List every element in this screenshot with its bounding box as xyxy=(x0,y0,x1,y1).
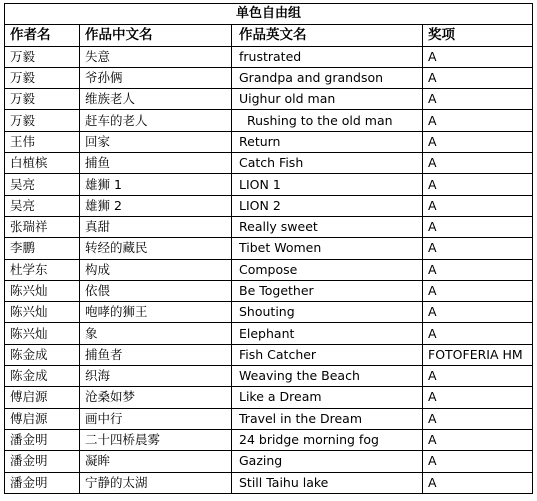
cell-chinese-title: 依偎 xyxy=(80,280,232,301)
cell-chinese-title: 宁静的太湖 xyxy=(80,472,232,493)
cell-chinese-title: 象 xyxy=(80,323,232,344)
cell-chinese-title: 雄狮 1 xyxy=(80,174,232,195)
cell-chinese-title: 雄狮 2 xyxy=(80,195,232,216)
table-row xyxy=(5,429,533,450)
cell-english-title: Compose xyxy=(232,259,423,280)
table-row xyxy=(5,387,533,408)
cell-author: 万毅 xyxy=(5,110,80,131)
cell-author: 陈兴灿 xyxy=(5,302,80,323)
cell-english-title: Travel in the Dream xyxy=(232,408,423,429)
cell-award: A xyxy=(423,451,533,472)
header-author: 作者名 xyxy=(5,25,80,46)
cell-chinese-title: 凝眸 xyxy=(80,451,232,472)
table-row xyxy=(5,131,533,152)
table-row xyxy=(5,451,533,472)
cell-award: A xyxy=(423,89,533,110)
cell-author: 陈金成 xyxy=(5,344,80,365)
cell-english-title: 24 bridge morning fog xyxy=(232,429,423,450)
cell-award: A xyxy=(423,110,533,131)
cell-chinese-title: 构成 xyxy=(80,259,232,280)
cell-english-title: Like a Dream xyxy=(232,387,423,408)
cell-english-title: Weaving the Beach xyxy=(232,366,423,387)
cell-chinese-title: 爷孙俩 xyxy=(80,67,232,88)
title-row xyxy=(5,4,533,25)
cell-english-title: frustrated xyxy=(232,46,423,67)
cell-chinese-title: 沧桑如梦 xyxy=(80,387,232,408)
cell-chinese-title: 咆哮的狮王 xyxy=(80,302,232,323)
table-row xyxy=(5,195,533,216)
cell-chinese-title: 回家 xyxy=(80,131,232,152)
cell-award: A xyxy=(423,67,533,88)
cell-english-title: Grandpa and grandson xyxy=(232,67,423,88)
cell-english-title: Be Together xyxy=(232,280,423,301)
cell-award: A xyxy=(423,216,533,237)
cell-chinese-title: 二十四桥晨雾 xyxy=(80,429,232,450)
cell-award: FOTOFERIA HM xyxy=(423,344,533,365)
cell-english-title: Return xyxy=(232,131,423,152)
cell-author: 陈金成 xyxy=(5,366,80,387)
cell-award: A xyxy=(423,472,533,493)
table-row xyxy=(5,472,533,493)
cell-award: A xyxy=(423,429,533,450)
header-english-title: 作品英文名 xyxy=(232,25,423,46)
table-row xyxy=(5,408,533,429)
cell-english-title: Uighur old man xyxy=(232,89,423,110)
award-table xyxy=(4,3,533,494)
cell-author: 万毅 xyxy=(5,46,80,67)
table-row xyxy=(5,174,533,195)
header-row xyxy=(5,25,533,46)
cell-author: 陈兴灿 xyxy=(5,323,80,344)
cell-author: 吴亮 xyxy=(5,195,80,216)
cell-english-title: Tibet Women xyxy=(232,238,423,259)
cell-award: A xyxy=(423,280,533,301)
cell-author: 张瑞祥 xyxy=(5,216,80,237)
table-row xyxy=(5,89,533,110)
table-row xyxy=(5,302,533,323)
cell-author: 潘金明 xyxy=(5,451,80,472)
cell-award: A xyxy=(423,259,533,280)
cell-author: 潘金明 xyxy=(5,429,80,450)
cell-english-title: Gazing xyxy=(232,451,423,472)
table-row xyxy=(5,216,533,237)
cell-author: 白植槟 xyxy=(5,153,80,174)
table-body xyxy=(5,4,533,494)
cell-english-title: Really sweet xyxy=(232,216,423,237)
cell-english-title: Catch Fish xyxy=(232,153,423,174)
cell-award: A xyxy=(423,323,533,344)
cell-chinese-title: 转经的藏民 xyxy=(80,238,232,259)
table-row xyxy=(5,366,533,387)
cell-english-title: Fish Catcher xyxy=(232,344,423,365)
cell-chinese-title: 赶车的老人 xyxy=(80,110,232,131)
cell-author: 吴亮 xyxy=(5,174,80,195)
cell-author: 万毅 xyxy=(5,89,80,110)
cell-award: A xyxy=(423,46,533,67)
cell-english-title: LION 2 xyxy=(232,195,423,216)
header-award: 奖项 xyxy=(423,25,533,46)
cell-author: 王伟 xyxy=(5,131,80,152)
cell-award: A xyxy=(423,302,533,323)
cell-author: 杜学东 xyxy=(5,259,80,280)
cell-author: 傅启源 xyxy=(5,387,80,408)
header-chinese-title: 作品中文名 xyxy=(80,25,232,46)
cell-chinese-title: 织海 xyxy=(80,366,232,387)
cell-award: A xyxy=(423,408,533,429)
cell-chinese-title: 维族老人 xyxy=(80,89,232,110)
cell-award: A xyxy=(423,153,533,174)
table-title: 单色自由组 xyxy=(5,4,533,25)
cell-chinese-title: 失意 xyxy=(80,46,232,67)
cell-english-title: Still Taihu lake xyxy=(232,472,423,493)
table-row xyxy=(5,323,533,344)
cell-english-title: Elephant xyxy=(232,323,423,344)
cell-chinese-title: 真甜 xyxy=(80,216,232,237)
cell-award: A xyxy=(423,238,533,259)
table-row xyxy=(5,238,533,259)
cell-award: A xyxy=(423,174,533,195)
table-row xyxy=(5,110,533,131)
table-row xyxy=(5,46,533,67)
cell-chinese-title: 捕鱼者 xyxy=(80,344,232,365)
cell-english-title: Shouting xyxy=(232,302,423,323)
cell-author: 陈兴灿 xyxy=(5,280,80,301)
cell-author: 潘金明 xyxy=(5,472,80,493)
cell-chinese-title: 画中行 xyxy=(80,408,232,429)
cell-english-title: LION 1 xyxy=(232,174,423,195)
table-row xyxy=(5,259,533,280)
cell-author: 李鹏 xyxy=(5,238,80,259)
cell-author: 万毅 xyxy=(5,67,80,88)
table-row xyxy=(5,344,533,365)
cell-award: A xyxy=(423,195,533,216)
cell-chinese-title: 捕鱼 xyxy=(80,153,232,174)
table-row xyxy=(5,280,533,301)
cell-award: A xyxy=(423,131,533,152)
table-row xyxy=(5,67,533,88)
cell-english-title: Rushing to the old man xyxy=(232,110,423,131)
cell-author: 傅启源 xyxy=(5,408,80,429)
cell-award: A xyxy=(423,387,533,408)
cell-award: A xyxy=(423,366,533,387)
table-row xyxy=(5,153,533,174)
